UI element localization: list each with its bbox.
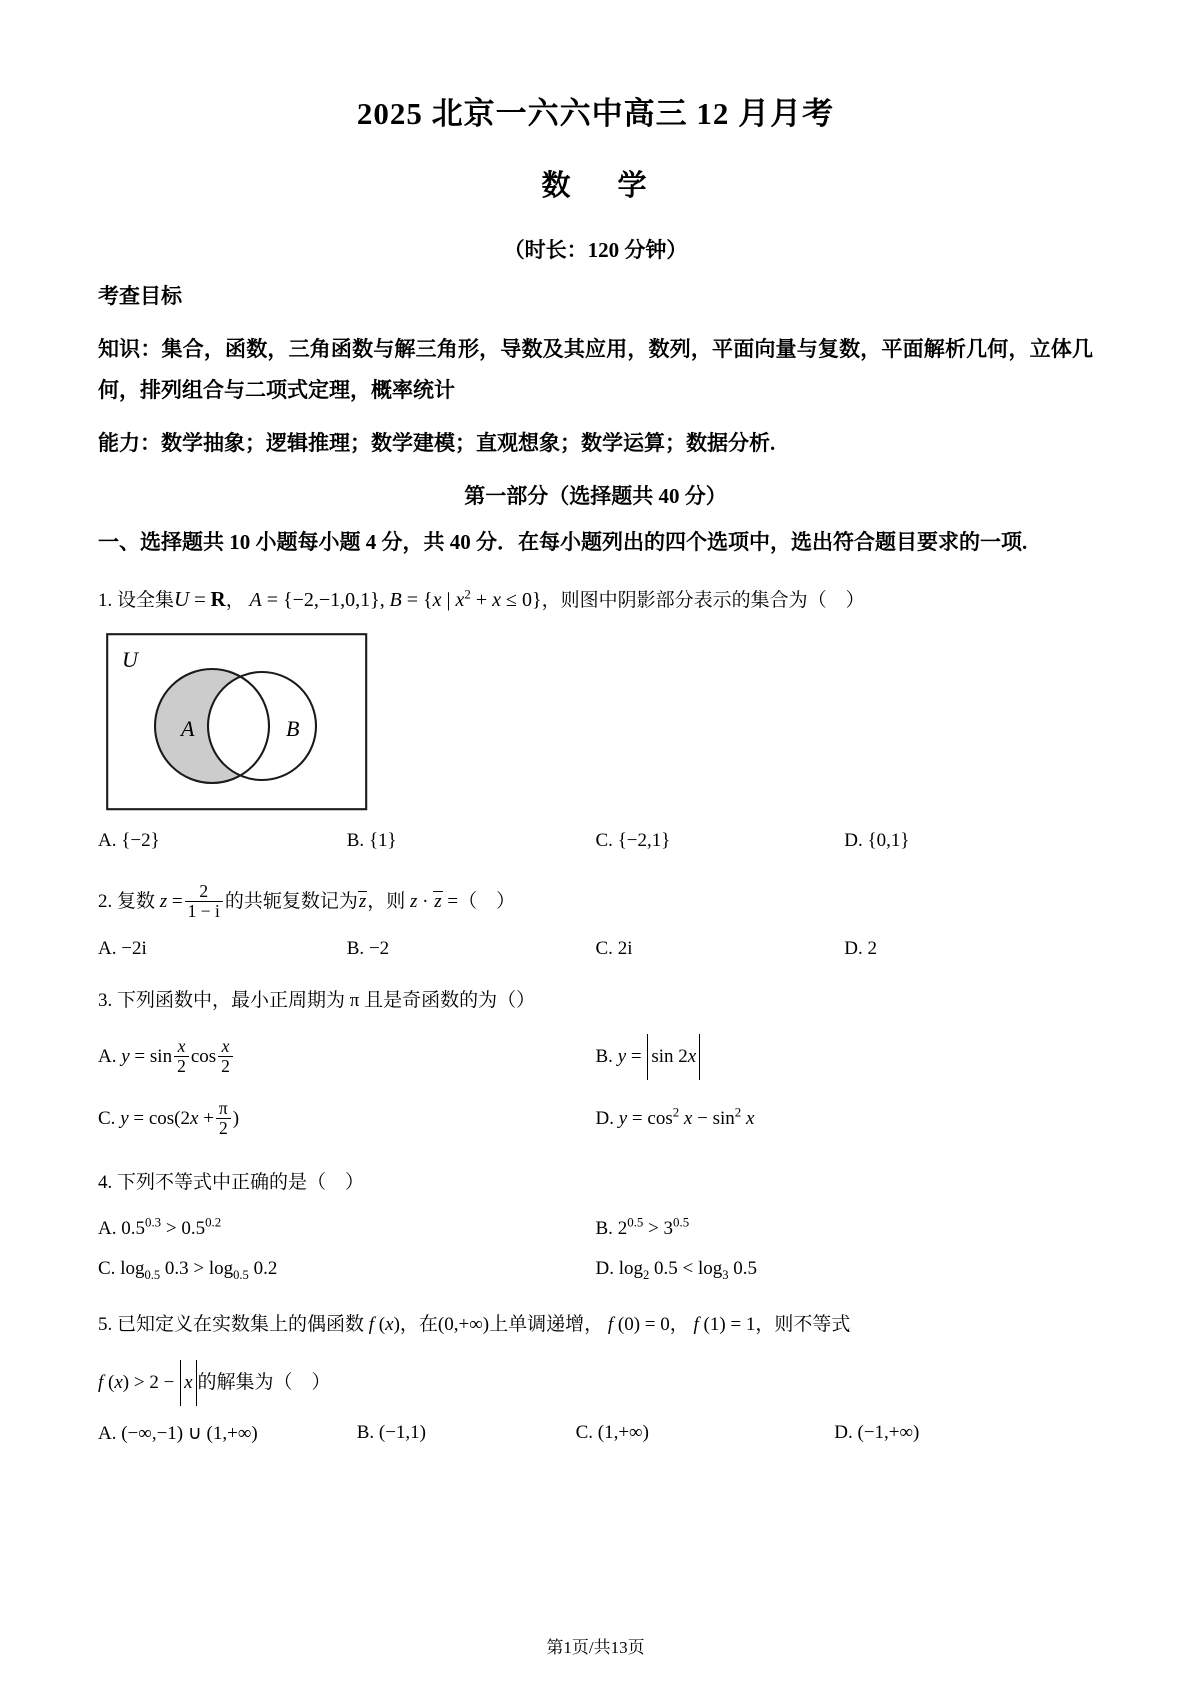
q4-stem: 下列不等式中正确的是（ ） [117, 1172, 365, 1193]
q5-option-d[interactable]: D. (−1,+∞) [834, 1422, 920, 1443]
q1-tail: ，则图中阴影部分表示的集合为（ ） [541, 590, 865, 611]
q3-option-d[interactable]: D. $y = \cos^2 x - \sin^2 x$ [595, 1104, 755, 1129]
q5-stem-b: ，在 [399, 1314, 438, 1335]
q1-comma: ， [225, 590, 245, 611]
q4-option-c[interactable]: C. $\log_{0.5} 0.3 > \log_{0.5} 0.2$ [98, 1258, 278, 1282]
question-3 [98, 982, 1093, 1020]
q1-set-a: A [249, 589, 262, 611]
q5-option-a[interactable]: A. (−∞,−1) ∪ (1,+∞) [98, 1423, 258, 1444]
q4-option-a[interactable]: A. $0.5^{0.3} > 0.5^{0.2}$ [98, 1214, 222, 1239]
venn-universe-label: U [122, 647, 138, 672]
q1-venn-figure [106, 633, 1093, 816]
q1-option-b[interactable]: B. {1} [346, 830, 397, 851]
q1-number: 1. [98, 590, 113, 611]
venn-diagram-svg [106, 633, 368, 811]
q2-fraction: $\frac{2}{1 - i}$ [185, 882, 223, 922]
q5-options [98, 1422, 1093, 1445]
question-1: 1. 设全集U = R， A = {−2,−1,0,1}, B = {x | $x^2 + x \le 0$}，则图中阴影部分表示的集合为（ ） [98, 586, 865, 611]
q5-option-b[interactable]: B. (−1,1) [356, 1422, 426, 1443]
q1-options [98, 830, 1093, 852]
objectives-ability: 能力：数学抽象；逻辑推理；数学建模；直观想象；数学运算；数据分析. [98, 431, 776, 455]
q2-options [98, 938, 1093, 960]
objectives-knowledge: 知识：集合，函数，三角函数与解三角形，导数及其应用，数列，平面向量与复数，平面解析几何，立体几何，排列组合与二项式定理，概率统计 [98, 337, 1093, 402]
q3-option-a[interactable]: A. y = sin $\frac{x}{2}$ cos $\frac{x}{2}$ [98, 1034, 596, 1080]
q3-option-c[interactable]: C. y = cos(2x + $\frac{\pi}{2}$ ) [98, 1097, 240, 1139]
q2-z-bar: z [358, 891, 367, 912]
q5-stem-d: ，则不等式 [755, 1314, 851, 1335]
q5-stem-a: 已知定义在实数集上的偶函数 [117, 1314, 365, 1335]
subject-heading [98, 163, 1093, 204]
q1-lead: 设全集 [117, 590, 175, 611]
q1-option-c[interactable]: C. {−2,1} [595, 830, 671, 851]
question-5-inequality: f (x) > 2 − x 的解集为（ ） [98, 1360, 1093, 1406]
q5-option-c[interactable]: C. (1,+∞) [575, 1422, 649, 1443]
q3-option-b[interactable]: B. y = sin 2x [596, 1034, 1094, 1080]
q1-set-b: B [389, 589, 402, 611]
q2-number: 2. [98, 891, 113, 912]
q5-stem-c: 上单调递增， [489, 1314, 604, 1335]
q2-option-b[interactable]: B. −2 [346, 938, 390, 959]
part-one-heading: 第一部分（选择题共 40 分） [464, 484, 727, 508]
q2-option-a[interactable]: A. −2i [98, 938, 147, 959]
duration-note: （时长：120 分钟） [503, 238, 688, 262]
q2-text-c: ，则 [367, 891, 406, 912]
q2-option-c[interactable]: C. 2i [595, 938, 633, 959]
question-2: 2. 复数 z = $\frac{2}{1 - i}$ 的共轭复数记为z，则 z · z =（ ） [98, 880, 516, 922]
objectives-heading: 考查目标 [98, 284, 182, 308]
q3-number: 3. [98, 990, 113, 1011]
venn-label-b: B [286, 716, 300, 741]
q5-stem-e: 的解集为（ ） [197, 1372, 331, 1393]
q3-options-row-1 [98, 1034, 1093, 1080]
page-footer: 第1页/共13页 [546, 1638, 645, 1657]
q4-options-row-1 [98, 1214, 1093, 1240]
part-one-instruction: 一、选择题共 10 小题每小题 4 分，共 40 分．在每小题列出的四个选项中，选出符合题目要求的一项. [98, 530, 1028, 554]
venn-label-a: A [181, 716, 195, 741]
q5-number: 5. [98, 1314, 113, 1335]
question-4 [98, 1164, 1093, 1202]
page-title: 2025 北京一六六中高三 12 月月考 [356, 96, 835, 131]
q1-option-a[interactable]: A. {−2} [98, 830, 160, 851]
q2-option-d[interactable]: D. 2 [844, 938, 877, 959]
q3-options-row-2 [98, 1096, 1093, 1142]
q2-text-a: 复数 [117, 891, 156, 912]
question-5: 5. 已知定义在实数集上的偶函数 f (x)，在(0,+∞)上单调递增， f (0) = 0， f (1) = 1，则不等式 [98, 1314, 851, 1335]
subject-char-left: 数 [541, 170, 574, 202]
q4-option-d[interactable]: D. $\log_2 0.5 < \log_3 0.5$ [595, 1258, 758, 1282]
q3-stem: 下列函数中，最小正周期为 π 且是奇函数的为（） [117, 990, 536, 1011]
q1-option-d[interactable]: D. {0,1} [844, 830, 910, 851]
q4-options-row-2 [98, 1258, 1093, 1280]
q4-option-b[interactable]: B. $2^{0.5} > 3^{0.5}$ [595, 1214, 690, 1239]
q2-text-b: 的共轭复数记为 [224, 891, 358, 912]
q4-number: 4. [98, 1172, 113, 1193]
subject-char-right: 学 [617, 170, 650, 202]
